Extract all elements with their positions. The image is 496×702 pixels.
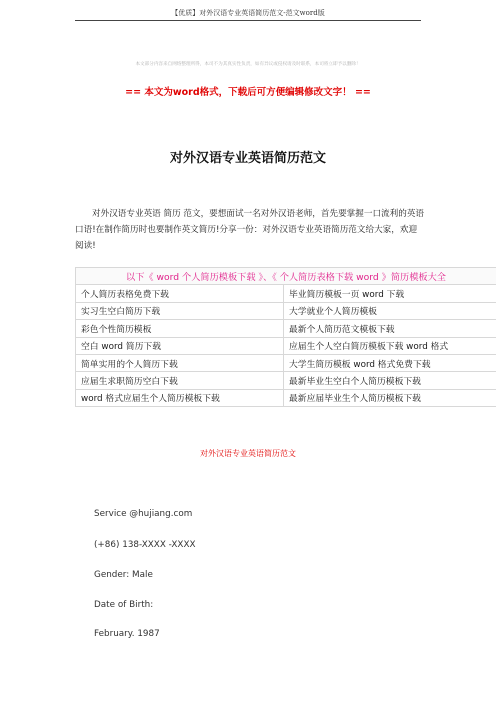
resume-email: Service @hujiang.com bbox=[94, 509, 193, 519]
format-banner: == 本文为word格式，下载后可方便编辑修改文字！ == bbox=[125, 87, 371, 98]
template-link-table bbox=[75, 267, 496, 407]
template-link[interactable]: 空白 word 简历下载 bbox=[76, 337, 284, 354]
template-link[interactable]: 最新毕业生空白个人简历模板下载 bbox=[284, 372, 496, 389]
header-divider bbox=[75, 20, 421, 21]
template-link[interactable]: 最新应届毕业生个人简历模板下载 bbox=[284, 389, 496, 406]
document-title: 对外汉语专业英语简历范文 bbox=[169, 151, 326, 166]
table-row bbox=[76, 389, 496, 406]
section-title: 对外汉语专业英语简历范文 bbox=[200, 449, 296, 458]
table-header-link[interactable]: 以下《 word 个人简历模板下载 》、《 个人简历表格下载 word 》简历模板大全 bbox=[76, 268, 496, 285]
resume-dob-label: Date of Birth: bbox=[94, 600, 154, 610]
template-link[interactable]: 大学就业个人简历模板 bbox=[284, 302, 496, 319]
table-header-row bbox=[76, 268, 496, 285]
template-link[interactable]: 个人简历表格免费下载 bbox=[76, 285, 284, 302]
resume-gender: Gender: Male bbox=[94, 570, 153, 580]
table-row bbox=[76, 354, 496, 371]
template-link[interactable]: 应届生个人空白简历模板下载 word 格式 bbox=[284, 337, 496, 354]
template-link[interactable]: 应届生求职简历空白下载 bbox=[76, 372, 284, 389]
resume-phone: (+86) 138-XXXX -XXXX bbox=[94, 540, 196, 550]
template-link[interactable]: 最新个人简历范文模板下载 bbox=[284, 320, 496, 337]
intro-paragraph: 对外汉语专业英语 简历 范文，要想面试一名对外汉语老师，首先要掌握一口流利的英语口语!在制作简历时也要制作英文简历!分享一份：对外汉语专业英语简历范文给大家，欢迎阅读! bbox=[75, 209, 425, 251]
template-link[interactable]: 实习生空白简历下载 bbox=[76, 302, 284, 319]
disclaimer-text: 本文部分内容来自网络整理所得，本司不为其真实性负责，如有异议或侵权请及时联系，本司将立即予以删除！ bbox=[135, 62, 361, 67]
template-link[interactable]: 简单实用的个人简历下载 bbox=[76, 354, 284, 371]
template-link[interactable]: word 格式应届生个人简历模板下载 bbox=[76, 389, 284, 406]
table-row bbox=[76, 302, 496, 319]
page-header-title: 【优质】对外汉语专业英语简历范文-范文word版 bbox=[171, 9, 325, 17]
table-row bbox=[76, 285, 496, 302]
table-row bbox=[76, 372, 496, 389]
template-link[interactable]: 彩色个性简历模板 bbox=[76, 320, 284, 337]
table-row bbox=[76, 337, 496, 354]
resume-dob-value: February. 1987 bbox=[94, 629, 160, 639]
template-link[interactable]: 大学生简历模板 word 格式免费下载 bbox=[284, 354, 496, 371]
template-link[interactable]: 毕业简历模板一页 word 下载 bbox=[284, 285, 496, 302]
table-row bbox=[76, 320, 496, 337]
